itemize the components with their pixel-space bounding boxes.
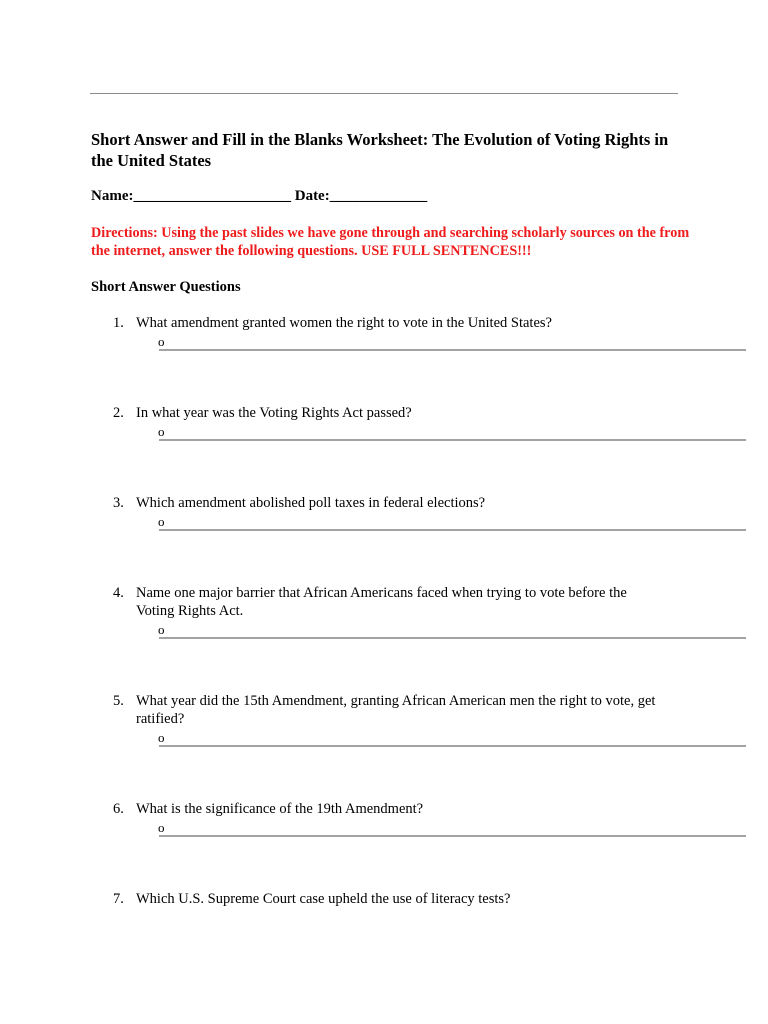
question-text: Which amendment abolished poll taxes in federal elections? <box>136 495 486 511</box>
answer-line <box>159 349 746 351</box>
question-number: 5. <box>113 693 124 709</box>
question-text: What amendment granted women the right to vote in the United States? <box>136 315 552 331</box>
answer-bullet: o <box>158 514 165 529</box>
question-text: What is the significance of the 19th Amendment? <box>136 801 424 817</box>
answer-line <box>159 835 746 837</box>
answer-bullet: o <box>158 730 165 745</box>
answer-line <box>159 637 746 639</box>
answer-bullet: o <box>158 622 165 637</box>
answer-bullet: o <box>158 334 165 349</box>
directions-text: Directions: Using the past slides we have gone through and searching scholarly sources on the from the internet, answer the following questions. USE FULL SENTENCES!!! <box>91 225 690 259</box>
question-number: 2. <box>113 405 124 421</box>
answer-line <box>159 745 746 747</box>
question-number: 7. <box>113 891 124 907</box>
section-heading: Short Answer Questions <box>91 279 241 295</box>
question-number: 6. <box>113 801 124 817</box>
question-text: Name one major barrier that African Americans faced when trying to vote before the Voting Rights Act. <box>136 585 627 619</box>
answer-line <box>159 439 746 441</box>
question-number: 4. <box>113 585 124 601</box>
name-date-field: Name:_____________________ Date:_____________ <box>91 188 428 204</box>
answer-bullet: o <box>158 820 165 835</box>
question-number: 1. <box>113 315 124 331</box>
question-number: 3. <box>113 495 124 511</box>
header-rule <box>90 93 678 94</box>
question-text: What year did the 15th Amendment, granting African American men the right to vote, get ratified? <box>136 693 656 727</box>
answer-line <box>159 529 746 531</box>
question-text: Which U.S. Supreme Court case upheld the use of literacy tests? <box>136 891 511 907</box>
worksheet-title: Short Answer and Fill in the Blanks Worksheet: The Evolution of Voting Rights in the United States <box>91 130 669 170</box>
answer-bullet: o <box>158 424 165 439</box>
question-text: In what year was the Voting Rights Act passed? <box>136 405 412 421</box>
